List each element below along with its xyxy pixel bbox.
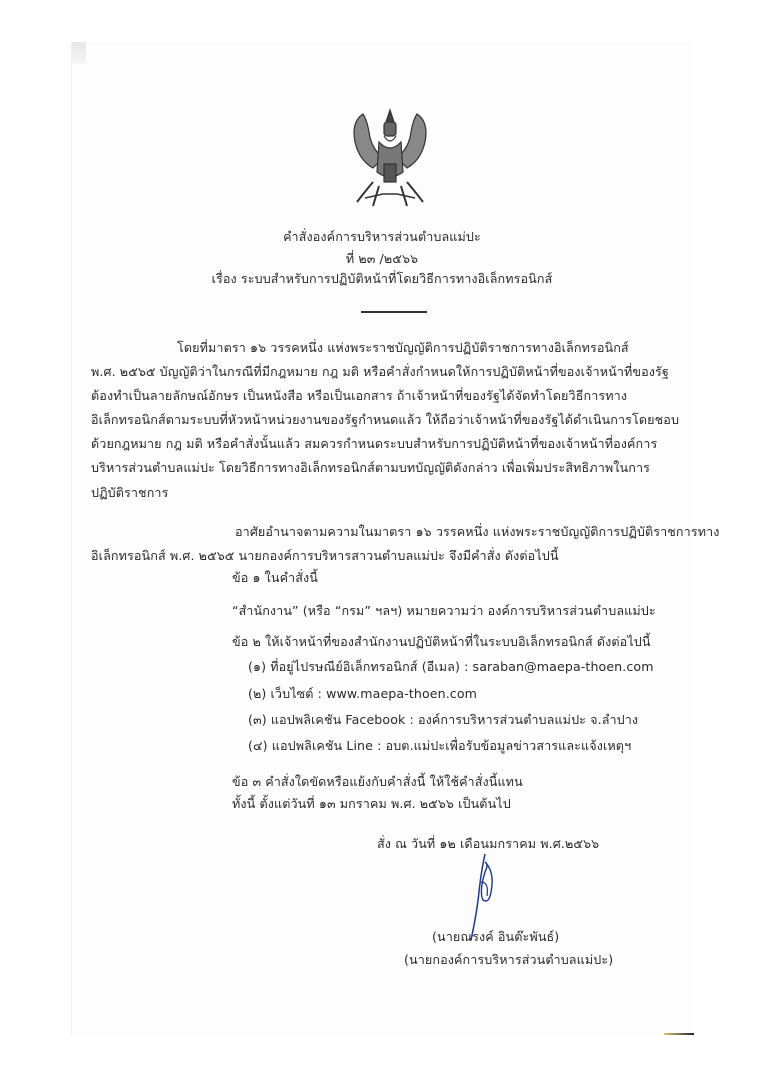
garuda-emblem-icon bbox=[343, 102, 437, 214]
issuer-heading: คำสั่งองค์การบริหารส่วนตำบลแม่ปะ bbox=[283, 229, 481, 244]
effective-date: ทั้งนี้ ตั้งแต่วันที่ ๑๓ มกราคม พ.ศ. ๒๕๖๖ เป็นต้นไป bbox=[232, 796, 511, 811]
signatory-name: (นายณรงค์ อินต๊ะพันธ์) bbox=[432, 929, 560, 944]
scan-edge-mark bbox=[72, 42, 86, 64]
preamble-line-1: โดยที่มาตรา ๑๖ วรรคหนึ่ง แห่งพระราชบัญญัติการปฏิบัติราชการทางอิเล็กทรอนิกส์ bbox=[177, 340, 629, 355]
clause-2-item-line: (๔) แอปพลิเคชัน Line : อบต.แม่ปะเพื่อรับข้อมูลข่าวสารและแจ้งเหตุฯ bbox=[248, 738, 632, 753]
preamble-line-7: ปฏิบัติราชการ bbox=[91, 485, 169, 500]
clause-2-item-email: (๑) ที่อยู่ไปรษณีย์อิเล็กทรอนิกส์ (อีเมล) : saraban@maepa-thoen.com bbox=[248, 659, 654, 674]
authority-line-2: อิเล็กทรอนิกส์ พ.ศ. ๒๕๖๕ นายกองค์การบริหารสาวนตำบลแม่ปะ จึงมีคำสั่ง ดังต่อไปนี้ bbox=[91, 548, 559, 563]
clause-1-title: ข้อ ๑ ในคำสั่งนี้ bbox=[232, 570, 318, 585]
signatory-position: (นายกองค์การบริหารส่วนตำบลแม่ปะ) bbox=[404, 952, 614, 967]
clause-2-item-website: (๒) เว็บไซต์ : www.maepa-thoen.com bbox=[248, 686, 478, 701]
order-number: ที่ ๒๓ /๒๕๖๖ bbox=[345, 251, 419, 266]
scan-artifact-mark bbox=[664, 1033, 694, 1035]
issued-date: สั่ง ณ วันที่ ๑๒ เดือนมกราคม พ.ศ.๒๕๖๖ bbox=[377, 836, 600, 851]
subject-heading: เรื่อง ระบบสำหรับการปฏิบัติหน้าที่โดยวิธีการทางอิเล็กทรอนิกส์ bbox=[211, 271, 553, 286]
preamble-line-5: ด้วยกฎหมาย กฎ มติ หรือคำสั่งนั้นแล้ว สมควรกำหนดระบบสำหรับการปฏิบัติหน้าที่ของเจ้าหน้าที่องค์การ bbox=[91, 436, 658, 451]
preamble-line-4: อิเล็กทรอนิกส์ตามระบบที่หัวหน้าหน่วยงานของรัฐกำหนดแล้ว ให้ถือว่าเจ้าหน้าที่ของรัฐได้ดำเนินการโดยชอบ bbox=[91, 412, 680, 427]
clause-3: ข้อ ๓ คำสั่งใดขัดหรือแย้งกับคำสั่งนี้ ให้ใช้คำสั่งนี้แทน bbox=[232, 774, 523, 789]
clause-2-item-facebook: (๓) แอปพลิเคชัน Facebook : องค์การบริหารส่วนตำบลแม่ปะ จ.ลำปาง bbox=[248, 712, 639, 727]
clause-1-definition: “สำนักงาน” (หรือ “กรม” ฯลฯ) หมายความว่า องค์การบริหารส่วนตำบลแม่ปะ bbox=[232, 603, 656, 618]
preamble-line-3: ต้องทำเป็นลายลักษณ์อักษร เป็นหนังสือ หรือเป็นเอกสาร ถ้าเจ้าหน้าที่ของรัฐได้จัดทำโดยวิธีการทาง bbox=[91, 388, 628, 403]
authority-line-1: อาศัยอำนาจตามความในมาตรา ๑๖ วรรคหนึ่ง แห่งพระราชบัญญัติการปฏิบัติราชการทาง bbox=[235, 524, 720, 539]
heading-divider bbox=[361, 311, 427, 313]
preamble-line-6: บริหารส่วนตำบลแม่ปะ โดยวิธีการทางอิเล็กทรอนิกส์ตามบทบัญญัติดังกล่าว เพื่อเพิ่มประสิทธิภาพในการ bbox=[91, 460, 650, 475]
preamble-line-2: พ.ศ. ๒๕๖๕ บัญญัติว่าในกรณีที่มีกฎหมาย กฎ มติ หรือคำสั่งกำหนดให้การปฏิบัติหน้าที่ของเจ้าหน้าที่ของรัฐ bbox=[91, 364, 669, 379]
clause-2-title: ข้อ ๒ ให้เจ้าหน้าที่ของสำนักงานปฏิบัติหน้าที่ในระบบอิเล็กทรอนิกส์ ดังต่อไปนี้ bbox=[232, 634, 651, 649]
